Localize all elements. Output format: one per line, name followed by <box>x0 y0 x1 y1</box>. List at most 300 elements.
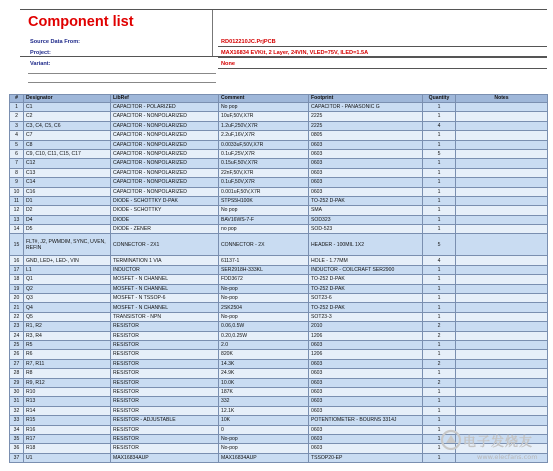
cell-libref: CAPACITOR - NONPOLARIZED <box>111 149 219 158</box>
cell-footprint: 2010 <box>309 322 423 331</box>
cell-row-number: 6 <box>10 149 24 158</box>
cell-libref: RESISTOR <box>111 369 219 378</box>
cell-notes <box>456 131 548 140</box>
cell-quantity: 1 <box>423 215 456 224</box>
cell-libref: RESISTOR <box>111 331 219 340</box>
cell-row-number: 37 <box>10 453 24 462</box>
cell-libref: DIODE - SCHOTTKY <box>111 206 219 215</box>
cell-designator: C3, C4, C5, C6 <box>24 121 111 130</box>
cell-libref: RESISTOR <box>111 350 219 359</box>
cell-designator: R14 <box>24 406 111 415</box>
cell-comment: 10uF,50V,X7R <box>219 112 309 121</box>
cell-quantity: 2 <box>423 359 456 368</box>
cell-quantity: 1 <box>423 387 456 396</box>
project-value: MAX16834 EVKit, 2 Layer, 24VIN, VLED=75V, ILED=1.5A <box>221 50 369 56</box>
cell-quantity: 1 <box>423 350 456 359</box>
cell-libref: CONNECTOR - 2X1 <box>111 234 219 256</box>
table-row <box>10 256 548 265</box>
watermark-text: 电子发烧友 <box>463 435 534 450</box>
cell-quantity: 1 <box>423 103 456 112</box>
cell-designator: Q2 <box>24 284 111 293</box>
cell-row-number: 33 <box>10 416 24 425</box>
table-row <box>10 140 548 149</box>
cell-row-number: 19 <box>10 284 24 293</box>
cell-comment: 0.20,0.25W <box>219 331 309 340</box>
cell-comment: No-pop <box>219 294 309 303</box>
table-body <box>10 103 548 463</box>
cell-notes <box>456 303 548 312</box>
cell-footprint: SMA <box>309 206 423 215</box>
cell-quantity: 1 <box>423 294 456 303</box>
cell-libref: RESISTOR <box>111 322 219 331</box>
cell-notes <box>456 206 548 215</box>
cell-designator: R13 <box>24 397 111 406</box>
cell-footprint: 0603 <box>309 387 423 396</box>
cell-row-number: 36 <box>10 444 24 453</box>
cell-libref: CAPACITOR - NONPOLARIZED <box>111 112 219 121</box>
col-header-number: # <box>10 95 24 103</box>
table-row <box>10 178 548 187</box>
blank-line-1 <box>28 73 216 74</box>
cell-libref: MOSFET - N TSSOP-6 <box>111 294 219 303</box>
cell-designator: Q3 <box>24 294 111 303</box>
cell-libref: CAPACITOR - NONPOLARIZED <box>111 178 219 187</box>
cell-notes <box>456 275 548 284</box>
cell-footprint: 0603 <box>309 168 423 177</box>
cell-libref: CAPACITOR - NONPOLARIZED <box>111 131 219 140</box>
cell-quantity: 1 <box>423 434 456 443</box>
table-row <box>10 265 548 274</box>
cell-quantity: 4 <box>423 121 456 130</box>
cell-footprint: 0805 <box>309 131 423 140</box>
cell-quantity: 5 <box>423 149 456 158</box>
cell-libref: TRANSISTOR - NPN <box>111 312 219 321</box>
cell-libref: CAPACITOR - NONPOLARIZED <box>111 159 219 168</box>
cell-designator: Q5 <box>24 312 111 321</box>
cell-designator: C9, C10, C11, C15, C17 <box>24 149 111 158</box>
table-row <box>10 312 548 321</box>
cell-libref: RESISTOR <box>111 406 219 415</box>
cell-quantity: 2 <box>423 378 456 387</box>
table-row <box>10 103 548 112</box>
cell-comment: 0 <box>219 425 309 434</box>
watermark-url: www.elecfans.com <box>477 453 538 461</box>
cell-row-number: 28 <box>10 369 24 378</box>
cell-comment: 332 <box>219 397 309 406</box>
cell-notes <box>456 350 548 359</box>
cell-comment: BAV16WS-7-F <box>219 215 309 224</box>
cell-comment: 2.2uF,16V,X7R <box>219 131 309 140</box>
cell-notes <box>456 359 548 368</box>
cell-notes <box>456 215 548 224</box>
cell-footprint: 1206 <box>309 331 423 340</box>
cell-comment: 10.0K <box>219 378 309 387</box>
cell-libref: RESISTOR <box>111 425 219 434</box>
col-header-designator: Designator <box>24 95 111 103</box>
cell-notes <box>456 112 548 121</box>
cell-row-number: 26 <box>10 350 24 359</box>
cell-libref: MOSFET - N CHANNEL <box>111 284 219 293</box>
cell-comment: 14.3K <box>219 359 309 368</box>
cell-libref: RESISTOR - ADJUSTABLE <box>111 416 219 425</box>
cell-row-number: 32 <box>10 406 24 415</box>
cell-row-number: 25 <box>10 340 24 349</box>
cell-row-number: 18 <box>10 275 24 284</box>
cell-designator: R3, R4 <box>24 331 111 340</box>
cell-notes <box>456 378 548 387</box>
table-row <box>10 234 548 256</box>
variant-value: None <box>221 61 235 67</box>
cell-comment: 187K <box>219 387 309 396</box>
cell-row-number: 22 <box>10 312 24 321</box>
cell-designator: R9, R12 <box>24 378 111 387</box>
cell-footprint: SOT23-3 <box>309 312 423 321</box>
cell-footprint: SOD323 <box>309 215 423 224</box>
cell-designator: R16 <box>24 425 111 434</box>
cell-designator: FLT#, J2, PWMDIM, SYNC, UVEN, REFIN <box>24 234 111 256</box>
col-header-notes: Notes <box>456 95 548 103</box>
cell-quantity: 1 <box>423 406 456 415</box>
cell-comment: 2.0 <box>219 340 309 349</box>
cell-comment: 0.15uF,50V,X7R <box>219 159 309 168</box>
project-rule <box>218 57 547 58</box>
cell-footprint: 2225 <box>309 112 423 121</box>
cell-row-number: 7 <box>10 159 24 168</box>
cell-quantity: 1 <box>423 159 456 168</box>
cell-footprint: TSSOP20-EP <box>309 453 423 462</box>
cell-comment: MAX16834AUP <box>219 453 309 462</box>
cell-notes <box>456 121 548 130</box>
cell-footprint: 0603 <box>309 369 423 378</box>
cell-row-number: 20 <box>10 294 24 303</box>
cell-quantity: 1 <box>423 178 456 187</box>
table-row <box>10 168 548 177</box>
cell-quantity: 1 <box>423 187 456 196</box>
cell-row-number: 12 <box>10 206 24 215</box>
component-table <box>9 94 548 463</box>
cell-libref: CAPACITOR - NONPOLARIZED <box>111 187 219 196</box>
cell-footprint: SOD-523 <box>309 225 423 234</box>
cell-designator: R5 <box>24 340 111 349</box>
table-row <box>10 294 548 303</box>
table-row <box>10 331 548 340</box>
table-row <box>10 131 548 140</box>
cell-row-number: 30 <box>10 387 24 396</box>
cell-comment: 10K <box>219 416 309 425</box>
cell-quantity: 1 <box>423 444 456 453</box>
cell-comment: STPS5H100K <box>219 196 309 205</box>
cell-libref: DIODE - ZENER <box>111 225 219 234</box>
cell-quantity: 1 <box>423 168 456 177</box>
table-row <box>10 369 548 378</box>
cell-designator: R15 <box>24 416 111 425</box>
cell-footprint: SOT23-6 <box>309 294 423 303</box>
cell-notes <box>456 312 548 321</box>
cell-comment: No-pop <box>219 312 309 321</box>
cell-comment: SER2918H-333KL <box>219 265 309 274</box>
cell-quantity: 1 <box>423 416 456 425</box>
cell-footprint: 0603 <box>309 149 423 158</box>
cell-notes <box>456 225 548 234</box>
cell-footprint: 0603 <box>309 178 423 187</box>
blank-line-2 <box>28 82 216 83</box>
table-row <box>10 397 548 406</box>
table-header-row <box>10 95 548 103</box>
cell-libref: CAPACITOR - NONPOLARIZED <box>111 168 219 177</box>
cell-quantity: 1 <box>423 196 456 205</box>
table-row <box>10 275 548 284</box>
cell-notes <box>456 159 548 168</box>
table-row <box>10 340 548 349</box>
cell-designator: GND, LED+, LED-, VIN <box>24 256 111 265</box>
cell-libref: RESISTOR <box>111 359 219 368</box>
cell-comment: No-pop <box>219 434 309 443</box>
cell-quantity: 4 <box>423 256 456 265</box>
cell-row-number: 9 <box>10 178 24 187</box>
cell-row-number: 15 <box>10 234 24 256</box>
cell-row-number: 23 <box>10 322 24 331</box>
cell-comment: 22nF,50V,X7R <box>219 168 309 177</box>
cell-notes <box>456 369 548 378</box>
cell-libref: RESISTOR <box>111 378 219 387</box>
col-header-quantity: Quantity <box>423 95 456 103</box>
cell-row-number: 5 <box>10 140 24 149</box>
table-row <box>10 387 548 396</box>
cell-notes <box>456 140 548 149</box>
cell-notes <box>456 178 548 187</box>
table-row <box>10 112 548 121</box>
cell-libref: RESISTOR <box>111 444 219 453</box>
cell-row-number: 10 <box>10 187 24 196</box>
cell-comment: 0.0033uF,50V,X7R <box>219 140 309 149</box>
cell-libref: MOSFET - N CHANNEL <box>111 303 219 312</box>
cell-libref: DIODE <box>111 215 219 224</box>
cell-row-number: 13 <box>10 215 24 224</box>
cell-notes <box>456 397 548 406</box>
table-row <box>10 322 548 331</box>
cell-row-number: 24 <box>10 331 24 340</box>
cell-row-number: 34 <box>10 425 24 434</box>
source-rule <box>218 46 547 47</box>
table-row <box>10 225 548 234</box>
cell-row-number: 4 <box>10 131 24 140</box>
cell-designator: Q4 <box>24 303 111 312</box>
cell-quantity: 1 <box>423 206 456 215</box>
cell-quantity: 1 <box>423 397 456 406</box>
cell-comment: 24.9K <box>219 369 309 378</box>
cell-quantity: 1 <box>423 112 456 121</box>
table-row <box>10 196 548 205</box>
cell-designator: D4 <box>24 215 111 224</box>
cell-notes <box>456 284 548 293</box>
cell-libref: RESISTOR <box>111 434 219 443</box>
table-row <box>10 206 548 215</box>
cell-quantity: 1 <box>423 131 456 140</box>
cell-designator: R7, R11 <box>24 359 111 368</box>
cell-designator: C13 <box>24 168 111 177</box>
variant-label: Variant: <box>30 61 51 67</box>
variant-rule <box>218 68 547 69</box>
cell-quantity: 5 <box>423 234 456 256</box>
table-row <box>10 406 548 415</box>
cell-notes <box>456 103 548 112</box>
cell-row-number: 11 <box>10 196 24 205</box>
cell-footprint: TO-252 D-PAK <box>309 284 423 293</box>
cell-quantity: 1 <box>423 312 456 321</box>
cell-comment: 0.001uF,50V,X7R <box>219 187 309 196</box>
cell-designator: Q1 <box>24 275 111 284</box>
cell-quantity: 1 <box>423 140 456 149</box>
cell-quantity: 1 <box>423 453 456 462</box>
cell-designator: R6 <box>24 350 111 359</box>
table-row <box>10 350 548 359</box>
cell-libref: RESISTOR <box>111 397 219 406</box>
cell-comment: 820K <box>219 350 309 359</box>
table-row <box>10 149 548 158</box>
cell-notes <box>456 234 548 256</box>
cell-quantity: 2 <box>423 322 456 331</box>
table-row <box>10 378 548 387</box>
cell-row-number: 16 <box>10 256 24 265</box>
cell-notes <box>456 406 548 415</box>
col-header-comment: Comment <box>219 95 309 103</box>
cell-notes <box>456 256 548 265</box>
cell-designator: C12 <box>24 159 111 168</box>
page-title: Component list <box>28 14 134 30</box>
cell-comment: No-pop <box>219 284 309 293</box>
cell-footprint: 0603 <box>309 378 423 387</box>
cell-designator: C2 <box>24 112 111 121</box>
cell-footprint: 0603 <box>309 397 423 406</box>
cell-designator: U1 <box>24 453 111 462</box>
cell-notes <box>456 149 548 158</box>
project-label: Project: <box>30 50 51 56</box>
header-divider <box>212 9 213 56</box>
table-row <box>10 359 548 368</box>
cell-comment: FDD3672 <box>219 275 309 284</box>
cell-libref: CAPACITOR - NONPOLARIZED <box>111 121 219 130</box>
cell-libref: RESISTOR <box>111 340 219 349</box>
cell-notes <box>456 322 548 331</box>
cell-quantity: 1 <box>423 303 456 312</box>
cell-libref: CAPACITOR - POLARIZED <box>111 103 219 112</box>
cell-designator: C14 <box>24 178 111 187</box>
cell-footprint: HEADER - 100MIL 1X2 <box>309 234 423 256</box>
cell-comment: 61137-1 <box>219 256 309 265</box>
cell-comment: 1.2uF,250V,X7R <box>219 121 309 130</box>
cell-row-number: 27 <box>10 359 24 368</box>
cell-notes <box>456 387 548 396</box>
cell-libref: MOSFET - N CHANNEL <box>111 275 219 284</box>
cell-notes <box>456 187 548 196</box>
cell-designator: C1 <box>24 103 111 112</box>
source-label: Source Data From: <box>30 39 81 45</box>
cell-quantity: 2 <box>423 331 456 340</box>
cell-quantity: 1 <box>423 265 456 274</box>
cell-comment: no pop <box>219 225 309 234</box>
cell-footprint: 0603 <box>309 340 423 349</box>
cell-row-number: 21 <box>10 303 24 312</box>
cell-designator: R1, R2 <box>24 322 111 331</box>
header-block <box>20 9 547 91</box>
source-value: RD012210JC.PrjPCB <box>221 39 276 45</box>
cell-row-number: 35 <box>10 434 24 443</box>
cell-footprint: 0603 <box>309 187 423 196</box>
cell-designator: L1 <box>24 265 111 274</box>
cell-designator: C8 <box>24 140 111 149</box>
cell-row-number: 17 <box>10 265 24 274</box>
cell-row-number: 3 <box>10 121 24 130</box>
col-header-footprint: Footprint <box>309 95 423 103</box>
cell-quantity: 1 <box>423 425 456 434</box>
cell-designator: C7 <box>24 131 111 140</box>
col-header-libref: LibRef <box>111 95 219 103</box>
cell-comment: 0.06,0.5W <box>219 322 309 331</box>
cell-designator: D2 <box>24 206 111 215</box>
cell-comment: 0.1uF,50V,X7R <box>219 178 309 187</box>
cell-footprint: TO-252 D-PAK <box>309 275 423 284</box>
cell-libref: RESISTOR <box>111 387 219 396</box>
cell-quantity: 1 <box>423 284 456 293</box>
cell-footprint: 0603 <box>309 406 423 415</box>
cell-comment: No-pop <box>219 444 309 453</box>
cell-footprint: 0603 <box>309 159 423 168</box>
cell-footprint: TO-252 D-PAK <box>309 196 423 205</box>
table-row <box>10 215 548 224</box>
cell-libref: INDUCTOR <box>111 265 219 274</box>
cell-footprint: 0603 <box>309 425 423 434</box>
cell-comment: No pop <box>219 103 309 112</box>
cell-quantity: 1 <box>423 340 456 349</box>
cell-row-number: 1 <box>10 103 24 112</box>
cell-notes <box>456 265 548 274</box>
cell-footprint: 0603 <box>309 359 423 368</box>
cell-notes <box>456 196 548 205</box>
cell-footprint: CAPACITOR - PANASONIC G <box>309 103 423 112</box>
cell-notes <box>456 294 548 303</box>
cell-footprint: 0603 <box>309 444 423 453</box>
cell-comment: 12.1K <box>219 406 309 415</box>
cell-notes <box>456 340 548 349</box>
cell-footprint: 0603 <box>309 434 423 443</box>
cell-designator: D5 <box>24 225 111 234</box>
cell-comment: 0.1uF,25V,X7R <box>219 149 309 158</box>
cell-quantity: 1 <box>423 369 456 378</box>
cell-designator: D1 <box>24 196 111 205</box>
cell-notes <box>456 168 548 177</box>
cell-footprint: POTENTIOMETER - BOURNS 3314J <box>309 416 423 425</box>
cell-quantity: 1 <box>423 275 456 284</box>
watermark <box>437 422 549 468</box>
table-row <box>10 121 548 130</box>
cell-row-number: 31 <box>10 397 24 406</box>
table-row <box>10 159 548 168</box>
cell-row-number: 29 <box>10 378 24 387</box>
cell-footprint: 2225 <box>309 121 423 130</box>
header-rule-top <box>20 9 547 10</box>
cell-row-number: 8 <box>10 168 24 177</box>
cell-libref: MAX16834AUP <box>111 453 219 462</box>
cell-comment: CONNECTOR - 2X <box>219 234 309 256</box>
cell-designator: R18 <box>24 444 111 453</box>
cell-libref: DIODE - SCHOTTKY D-PAK <box>111 196 219 205</box>
watermark-logo-icon <box>440 429 462 451</box>
cell-footprint: HOLE - 1.77MM <box>309 256 423 265</box>
cell-quantity: 1 <box>423 225 456 234</box>
cell-designator: R8 <box>24 369 111 378</box>
cell-comment: No pop <box>219 206 309 215</box>
table-row <box>10 187 548 196</box>
